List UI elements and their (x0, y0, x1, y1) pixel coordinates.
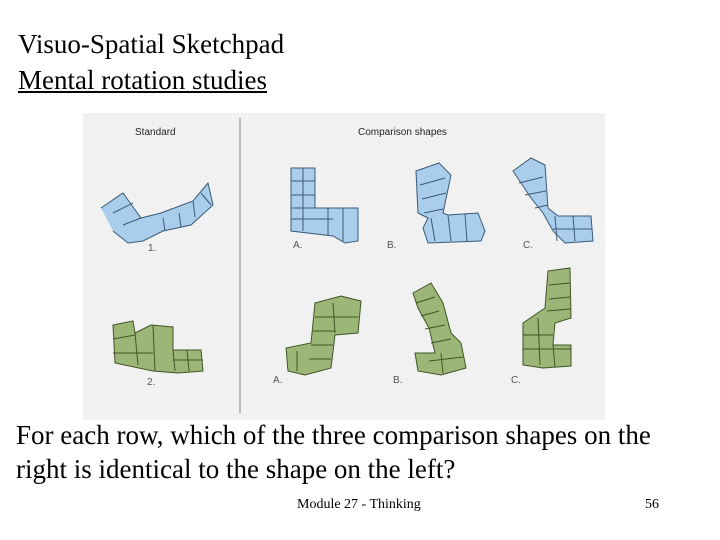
row2-option-b-label: B. (393, 375, 403, 386)
row1-standard-label: 1. (148, 243, 157, 254)
slide-title: Visuo-Spatial Sketchpad (18, 29, 285, 59)
footer-module: Module 27 - Thinking (297, 497, 421, 512)
row2-option-c-shape (523, 268, 571, 368)
row1-standard-shape (101, 183, 213, 243)
row2-standard-label: 2. (147, 377, 156, 388)
comparison-heading: Comparison shapes (358, 127, 447, 138)
row1-option-a-shape (291, 168, 358, 243)
question-text: For each row, which of the three comparison shapes on the right is identical to the shape on the left? (16, 420, 651, 484)
figure-canvas (83, 113, 605, 420)
standard-heading: Standard (135, 127, 176, 138)
slide-subtitle: Mental rotation studies (18, 65, 267, 95)
row2-option-c-label: C. (511, 375, 521, 386)
row1-option-c-label: C. (523, 240, 533, 251)
row2-standard-shape (113, 321, 203, 373)
row1-option-c-shape (513, 158, 593, 243)
page-number: 56 (645, 497, 659, 512)
row1-option-b-shape (416, 163, 485, 243)
mental-rotation-figure (83, 113, 605, 420)
row2-option-a-label: A. (273, 375, 283, 386)
row2-option-b-shape (413, 283, 466, 375)
row1-option-b-label: B. (387, 240, 397, 251)
row1-option-a-label: A. (293, 240, 303, 251)
row2-option-a-shape (286, 296, 361, 375)
